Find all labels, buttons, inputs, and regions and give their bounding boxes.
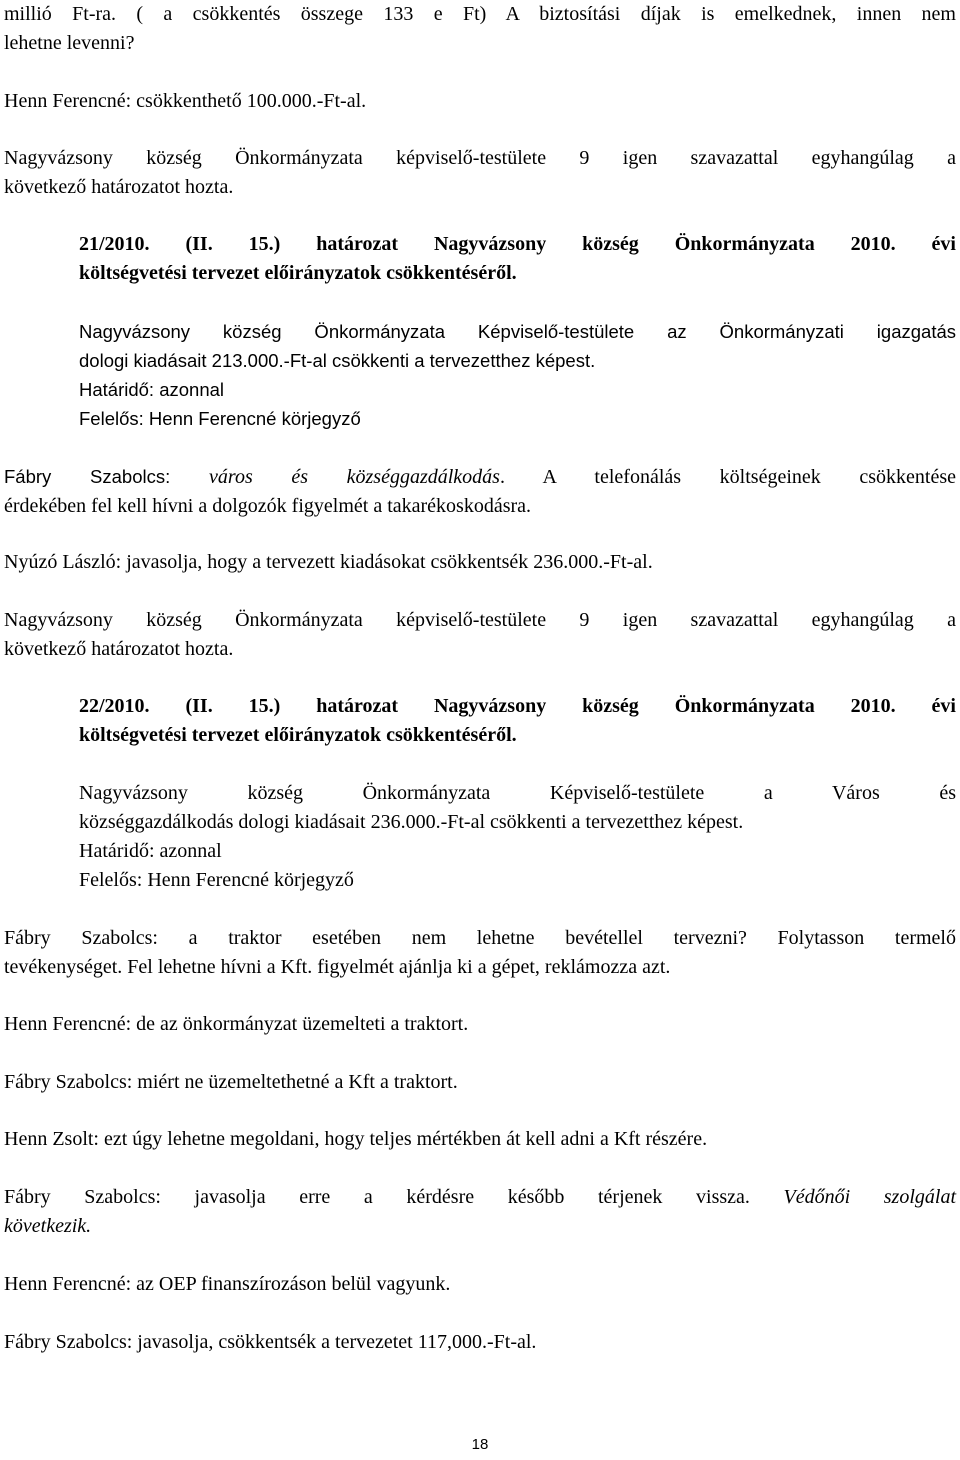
italic-text: város és községgazdálkodás [209,466,500,488]
resolution-2-title [79,692,956,750]
text-line: következő határozatot hozta. [4,176,234,198]
text-line: érdekében fel kell hívni a dolgozók figyelmét a takarékoskodásra. [4,495,532,517]
italic-text: következik. [4,1215,92,1237]
paragraph-fabry-2 [4,924,956,982]
text-line: tevékenységet. Fel lehetne hívni a Kft. figyelmét ajánlja ki a gépet, reklámozza azt. [4,956,671,978]
text-line: Henn Ferencné: csökkenthető 100.000.-Ft-al. [4,90,367,112]
text-span: . A telefonálás költségeinek csökkentése [499,466,957,488]
responsible: Felelős: Henn Ferencné körjegyző [79,869,354,891]
text-line: Nagyvázsony község Önkormányzata Képviselő-testülete a Város és [79,782,956,804]
text-line: Nagyvázsony község Önkormányzata képviselő-testülete 9 igen szavazattal egyhangúlag a [4,609,956,631]
deadline: Határidő: azonnal [79,379,225,400]
text-line: Nagyvázsony község Önkormányzata Képviselő-testülete az Önkormányzati igazgatás [79,321,956,342]
text-line: Fábry Szabolcs: javasolja, csökkentsék a tervezetet 117,000.-Ft-al. [4,1331,537,1353]
deadline: Határidő: azonnal [79,840,222,862]
italic-text: Védőnői szolgálat [783,1186,956,1208]
text-line: 22/2010. (II. 15.) határozat Nagyvázsony község Önkormányzata 2010. évi [79,695,956,717]
paragraph-henn-3 [4,1270,956,1299]
responsible: Felelős: Henn Ferencné körjegyző [79,408,361,429]
text-line: Henn Ferencné: de az önkormányzat üzemelteti a traktort. [4,1013,469,1035]
resolution-1-body [79,317,956,433]
text-line: költségvetési tervezet előirányzatok csökkentéséről. [79,262,517,284]
text-line [4,1212,956,1241]
text-line [4,1183,956,1212]
text-line: következő határozatot hozta. [4,638,234,660]
text-line [4,462,956,492]
text-line: Henn Zsolt: ezt úgy lehetne megoldani, hogy teljes mértékben át kell adni a Kft részére. [4,1128,708,1150]
resolution-1-title [79,230,956,288]
text-line: lehetne levenni? [4,32,135,54]
paragraph-fabry-1 [4,462,956,521]
text-line: millió Ft-ra. ( a csökkentés összege 133 e Ft) A biztosítási díjak is emelkednek, innen nem [4,3,956,25]
resolution-2-body [79,779,956,895]
text-line: Fábry Szabolcs: miért ne üzemeltethetné a Kft a traktort. [4,1071,458,1093]
speaker-name: Fábry Szabolcs: [4,466,171,487]
text-line: költségvetési tervezet előirányzatok csökkentéséről. [79,724,517,746]
paragraph-henn-zsolt [4,1125,956,1154]
text-line: Henn Ferencné: az OEP finanszírozáson belül vagyunk. [4,1273,451,1295]
paragraph-fabry-3 [4,1068,956,1097]
text-line: Fábry Szabolcs: a traktor esetében nem lehetne bevétellel tervezni? Folytasson termelő [4,927,956,949]
paragraph-fabry-4 [4,1183,956,1241]
text-line: dologi kiadásait 213.000.-Ft-al csökkenti a tervezetthez képest. [79,350,596,371]
paragraph-insurance [4,0,956,58]
paragraph-fabry-5 [4,1328,956,1357]
paragraph-nyuzo [4,548,956,577]
page-number: 18 [471,1436,489,1453]
text-line: községgazdálkodás dologi kiadásait 236.000.-Ft-al csökkenti a tervezetthez képest. [79,811,744,833]
text-line: 21/2010. (II. 15.) határozat Nagyvázsony község Önkormányzata 2010. évi [79,233,956,255]
text-line: Nagyvázsony község Önkormányzata képviselő-testülete 9 igen szavazattal egyhangúlag a [4,147,956,169]
text-span: Fábry Szabolcs: javasolja erre a kérdésre később térjenek vissza. [4,1186,750,1208]
paragraph-vote-2 [4,606,956,664]
paragraph-henn-2 [4,1010,956,1039]
paragraph-vote-1 [4,144,956,202]
paragraph-henn-reduce [4,87,956,116]
text-line: Nyúzó László: javasolja, hogy a tervezett kiadásokat csökkentsék 236.000.-Ft-al. [4,551,653,573]
